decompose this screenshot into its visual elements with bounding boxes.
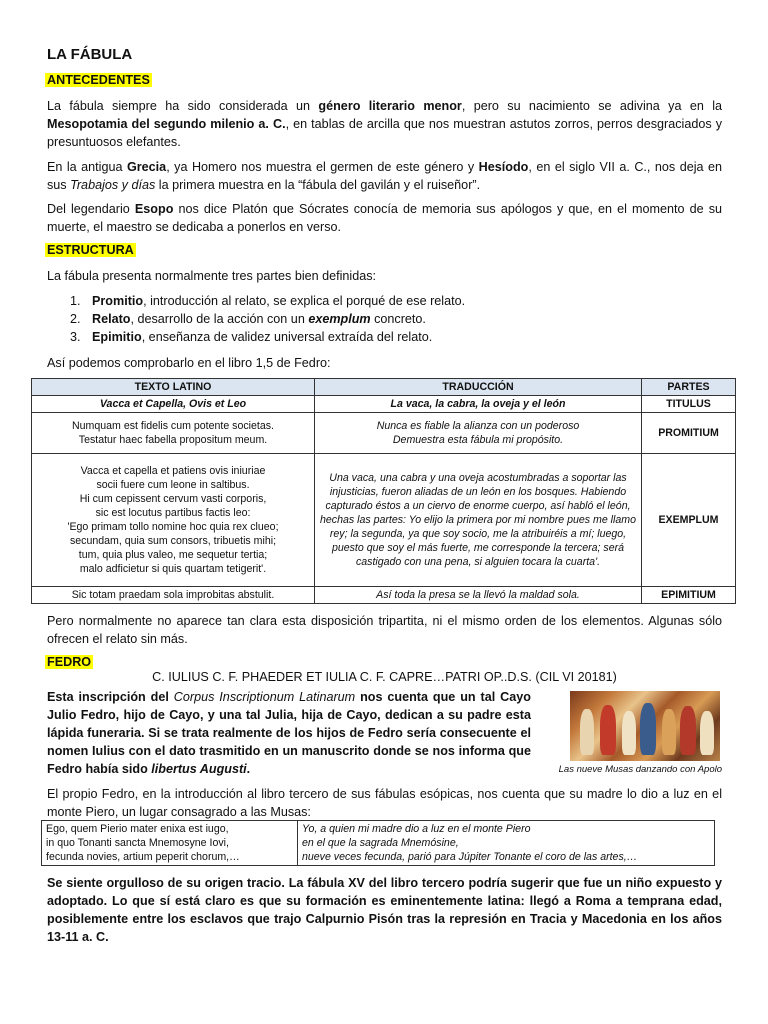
section-heading-antecedentes: ANTECEDENTES	[47, 73, 150, 87]
list-item: 3. Epimitio, enseñanza de validez universal extraída del relato.	[70, 330, 433, 344]
list-item: 2. Relato, desarrollo de la acción con un exemplum concreto.	[70, 312, 426, 326]
figure-shape	[622, 711, 636, 755]
column-header: PARTES	[642, 379, 736, 396]
figure-shape	[700, 711, 714, 755]
paragraph-table-lead: Así podemos comprobarlo en el libro 1,5 de Fedro:	[47, 356, 331, 370]
translation-cell: La vaca, la cabra, la oveja y el león	[315, 396, 642, 413]
table-header-row	[32, 379, 736, 396]
paragraph-fedro-1: Esta inscripción del Corpus Inscriptionum Latinarum nos cuenta que un tal Cayo Julio Fedro, hijo de Cayo, y una tal Julia, hija de Cayo, dedican a su padre esta lápida funeraria. Si se trata realmente de los hijos de Fedro sería consecuente el nomen Iulius con el dato trasmitido en un manuscrito donde se nos informa que Fedro había sido libertus Augusti.	[47, 690, 531, 776]
paragraph-estructura-intro: La fábula presenta normalmente tres partes bien definidas:	[47, 269, 377, 283]
part-cell: TITULUS	[642, 396, 736, 413]
fable-structure-table	[31, 378, 736, 604]
latin-cell: Vacca et capella et patiens ovis iniuriae socii fuere cum leone in saltibus. Hi cum cepissent cervum vasti corporis, sic est locutus partibus factis leo: 'Ego primam tollo nomine hoc quia rex clueo; secundam, quia sum consors, tribuetis mihi; tum, quia plus valeo, me sequetur tertia; malo adficietur si quis quartam tetigerit'.	[32, 454, 315, 587]
latin-cell: Numquam est fidelis cum potente societas. Testatur haec fabella propositum meum.	[32, 413, 315, 454]
figure-shape	[662, 709, 676, 755]
column-header: TEXTO LATINO	[32, 379, 315, 396]
table-row	[42, 821, 715, 866]
parts-list	[70, 292, 720, 346]
table-row	[32, 454, 736, 587]
column-header: TRADUCCIÓN	[315, 379, 642, 396]
section-heading-fedro: FEDRO	[47, 655, 92, 669]
latin-cell: Sic totam praedam sola improbitas abstulit.	[32, 587, 315, 604]
page-title: LA FÁBULA	[47, 46, 133, 63]
table-row	[32, 587, 736, 604]
image-caption: Las nueve Musas danzando con Apolo	[558, 764, 722, 775]
part-cell: PROMITIUM	[642, 413, 736, 454]
table-row	[32, 396, 736, 413]
part-cell: EXEMPLUM	[642, 454, 736, 587]
translation-cell: Una vaca, una cabra y una oveja acostumbradas a soportar las injusticias, fueron aliadas de un león en los bosques. Habiendo capturado éstos a un ciervo de enorme cuerpo, así habló el león, hechas las partes: Yo elijo la primera por mi nombre pues me llamo rey; la segunda, ya que soy socio, me la atribuiréis a mí; luego, puesto que soy el más fuerte, me corresponde la tercera; será castigado con una pena, si alguien tocara la cuarta'.	[315, 454, 642, 587]
paragraph-antecedentes-1: La fábula siempre ha sido considerada un género literario menor, pero su nacimiento se adivina ya en la Mesopotamia del segundo milenio a. C., en tablas de arcilla que nos muestran astutos zorros, perros desgraciados y presuntuosos elefantes.	[47, 99, 722, 149]
figure-shape	[580, 709, 594, 755]
inscription-line: C. IULIUS C. F. PHAEDER ET IULIA C. F. CAPRE…PATRI OP..D.S. (CIL VI 20181)	[152, 670, 617, 684]
paragraph-after-table: Pero normalmente no aparece tan clara esta disposición tripartita, ni el mismo orden de los elementos. Algunas sólo ofrecen el relato sin más.	[47, 614, 722, 646]
table-row	[32, 413, 736, 454]
part-cell: EPIMITIUM	[642, 587, 736, 604]
figure-shape	[640, 703, 656, 755]
translation-cell: Nunca es fiable la alianza con un poderoso Demuestra esta fábula mi propósito.	[315, 413, 642, 454]
paragraph-fedro-3: Se siente orgulloso de su origen tracio. La fábula XV del libro tercero podría sugerir que fue un niño expuesto y adoptado. Lo que sí está claro es que su formación es eminentemente latina: llegó a Roma a temprana edad, posiblemente entre los esclavos que trajo Calpurnio Pisón tras la represión en Tracia y Macedonia en los años 13-11 a. C.	[47, 876, 723, 944]
figure-shape	[600, 705, 616, 755]
paragraph-antecedentes-2: En la antigua Grecia, ya Homero nos muestra el germen de este género y Hesíodo, en el siglo VII a. C., nos deja en sus Trabajos y días la primera muestra en la “fábula del gavilán y el ruiseñor”.	[47, 160, 722, 192]
translation-cell: Así toda la presa se la llevó la maldad sola.	[315, 587, 642, 604]
translation-cell: Yo, a quien mi madre dio a luz en el monte Piero en el que la sagrada Mnemósine, nueve veces fecunda, parió para Júpiter Tonante el coro de las artes,…	[298, 821, 715, 866]
section-heading-estructura: ESTRUCTURA	[47, 243, 134, 257]
muses-painting-image	[570, 691, 720, 761]
quote-table	[41, 820, 715, 866]
figure-shape	[680, 706, 696, 755]
latin-cell: Vacca et Capella, Ovis et Leo	[32, 396, 315, 413]
paragraph-antecedentes-3: Del legendario Esopo nos dice Platón que Sócrates conocía de memoria sus apólogos y que, en el momento de su muerte, el maestro se dedicaba a ponerlos en verso.	[47, 202, 722, 234]
paragraph-fedro-2: El propio Fedro, en la introducción al libro tercero de sus fábulas esópicas, nos cuenta que su madre lo dio a luz en el monte Piero, un lugar consagrado a las Musas:	[47, 787, 722, 819]
latin-cell: Ego, quem Pierio mater enixa est iugo, in quo Tonanti sancta Mnemosyne Iovi, fecunda novies, artium peperit chorum,…	[42, 821, 298, 866]
list-item: 1. Promitio, introducción al relato, se explica el porqué de ese relato.	[70, 294, 466, 308]
